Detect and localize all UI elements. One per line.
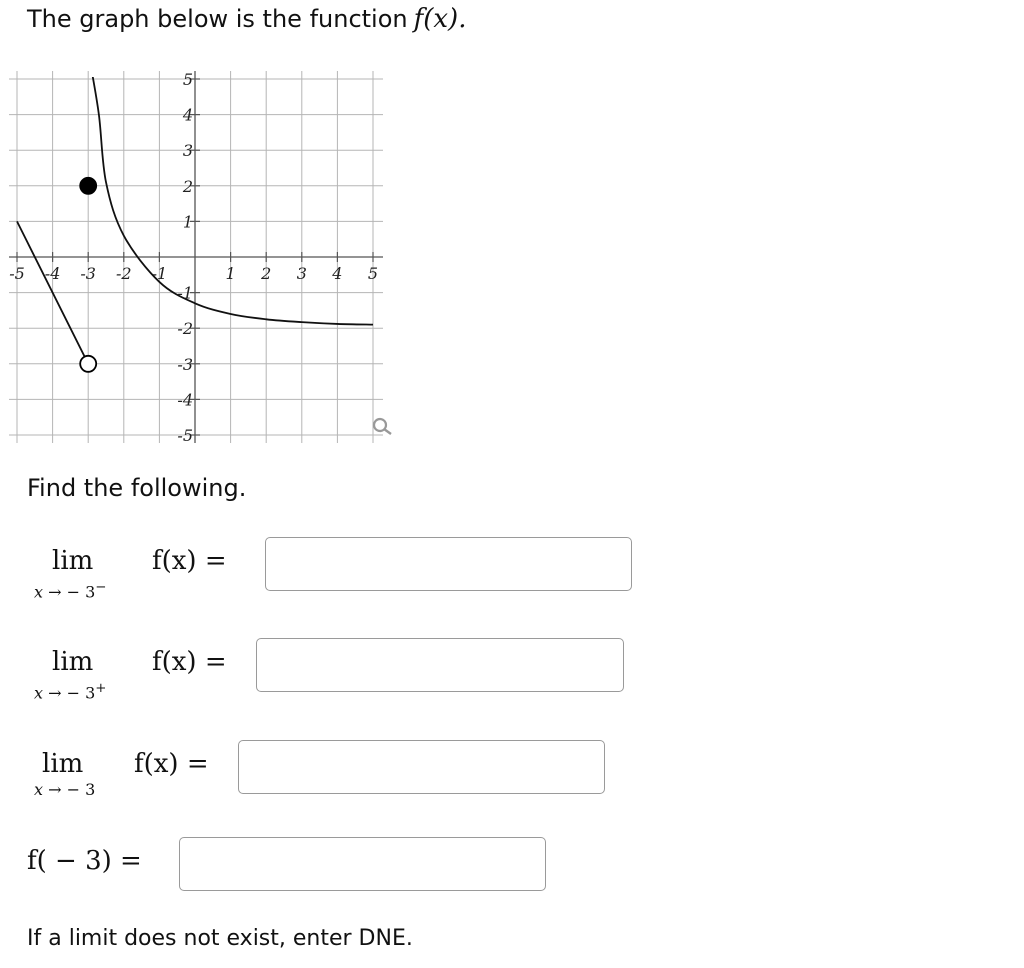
y-tick-label: 4 <box>182 105 193 125</box>
limit-expression: f(x) = <box>152 546 227 576</box>
open-point <box>80 356 96 372</box>
function-graph <box>0 0 420 450</box>
sub-arrow: → <box>48 582 62 602</box>
sub-arrow: → <box>48 780 62 799</box>
sub-target: − 3 <box>66 780 96 799</box>
sub-var: x <box>34 582 44 602</box>
lim-subscript <box>34 580 106 601</box>
function-label: f(x). <box>413 4 467 34</box>
sub-arrow: → <box>48 683 62 703</box>
y-tick-label: -4 <box>177 390 193 410</box>
x-tick-label: 5 <box>367 264 379 283</box>
graph-axes <box>9 71 383 443</box>
intro-text: The graph below is the function <box>27 5 408 33</box>
x-tick-label: -1 <box>151 264 168 283</box>
two-sided-limit-answer-input[interactable] <box>238 740 605 794</box>
function-value-expression: f( − 3) = <box>27 846 142 876</box>
x-tick-label: -3 <box>80 264 96 283</box>
x-tick-label: 2 <box>261 264 272 283</box>
closed-point <box>80 178 96 194</box>
sub-target: − 3 <box>66 582 96 602</box>
dne-note: If a limit does not exist, enter DNE. <box>27 926 413 951</box>
y-tick-label: -1 <box>177 283 193 303</box>
x-tick-label: 4 <box>332 264 343 283</box>
y-tick-label: -5 <box>177 426 193 445</box>
lim-label: lim <box>42 749 84 779</box>
zoom-magnifier-icon[interactable] <box>374 419 391 434</box>
y-tick-label: 5 <box>182 70 193 89</box>
limit-expression: f(x) = <box>134 749 209 779</box>
x-tick-label: 3 <box>296 264 307 283</box>
x-tick-label: 1 <box>225 264 236 283</box>
x-tick-label: -4 <box>44 264 61 283</box>
sub-sup: + <box>95 681 107 696</box>
sub-var: x <box>34 683 44 703</box>
sub-sup: − <box>95 580 107 595</box>
function-value-answer-input[interactable] <box>179 837 546 891</box>
sub-var: x <box>34 780 44 799</box>
asymptotic-curve <box>90 61 373 324</box>
left-limit-answer-input[interactable] <box>265 537 632 591</box>
y-tick-label: -2 <box>177 319 193 339</box>
limit-expression: f(x) = <box>152 647 227 677</box>
right-limit-answer-input[interactable] <box>256 638 624 692</box>
lim-label: lim <box>52 647 94 677</box>
instructions: Find the following. <box>27 474 247 502</box>
x-tick-label: -5 <box>9 264 25 283</box>
sub-target: − 3 <box>66 683 96 703</box>
y-tick-label: 2 <box>182 176 193 196</box>
lim-subscript <box>34 681 106 702</box>
y-tick-label: 1 <box>182 212 193 232</box>
y-tick-label: -3 <box>177 354 193 374</box>
lim-subscript <box>34 780 95 799</box>
x-tick-label: -2 <box>116 264 132 283</box>
y-tick-label: 3 <box>182 141 193 161</box>
lim-label: lim <box>52 546 94 576</box>
